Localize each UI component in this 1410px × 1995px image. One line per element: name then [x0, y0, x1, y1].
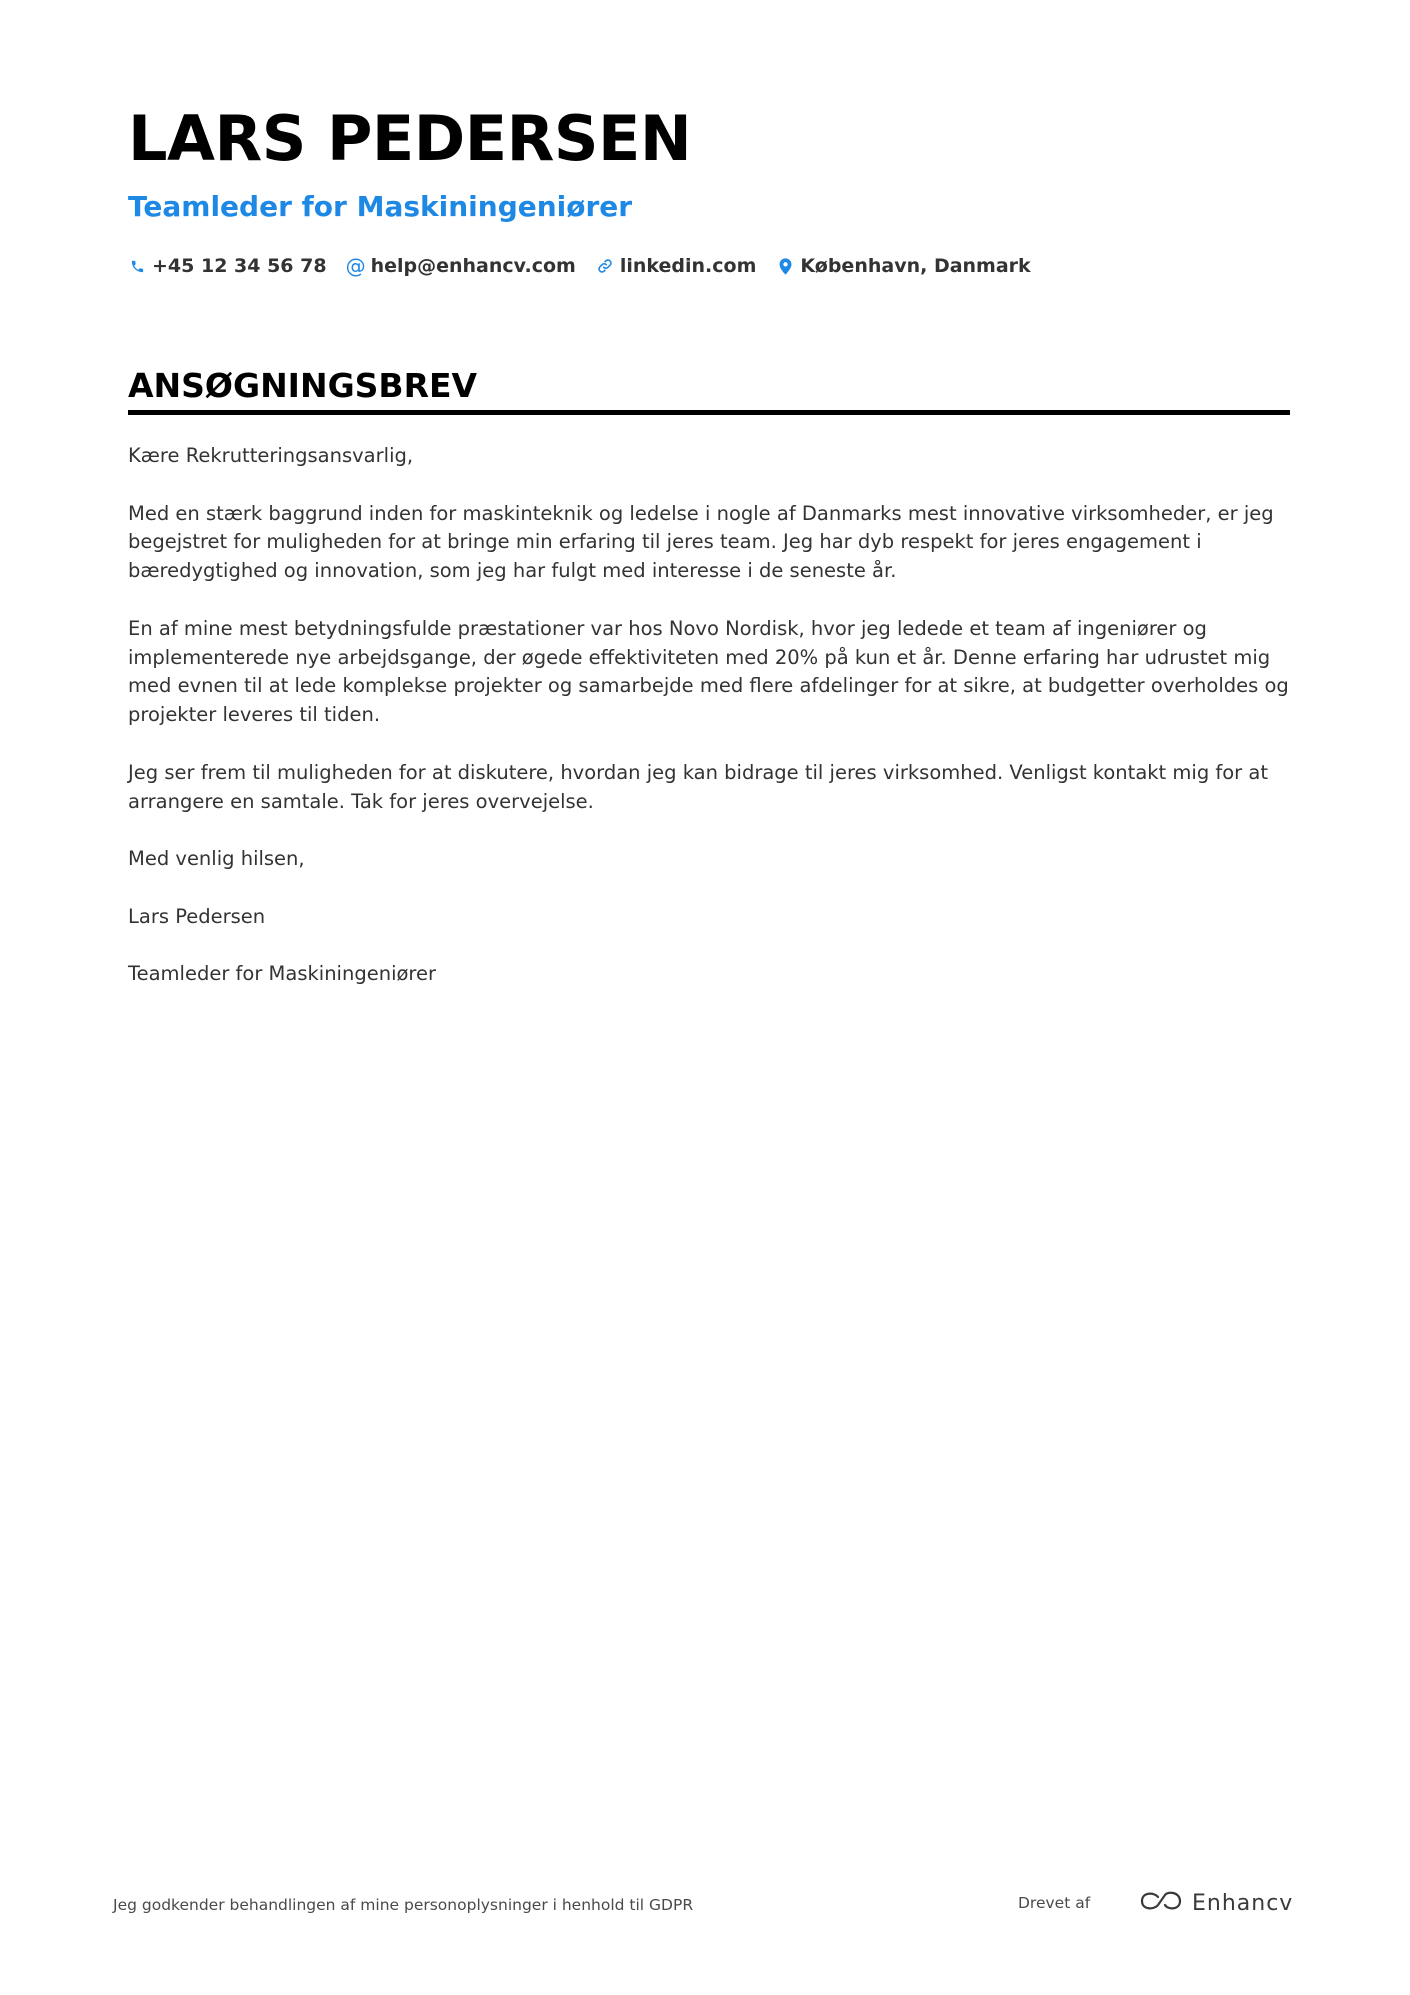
signature-name: Lars Pedersen — [128, 904, 266, 928]
enhancv-logo-icon — [1138, 1889, 1184, 1918]
contact-location-text: København, Danmark — [800, 255, 1031, 277]
link-icon — [596, 257, 614, 275]
applicant-title: Teamleder for Maskiningeniører — [128, 190, 633, 223]
contact-linkedin-text: linkedin.com — [619, 255, 757, 277]
contact-location — [776, 255, 1030, 277]
contact-email-text: help@enhancv.com — [370, 255, 576, 277]
letter-closing: Med venlig hilsen, — [128, 847, 305, 871]
section-divider — [128, 410, 1290, 415]
phone-icon — [128, 257, 146, 275]
letter-paragraph: Med en stærk baggrund inden for maskinteknik og ledelse i nogle af Danmarks mest innovative virksomheder, er jeg begejstret for muligheden for at bringe min erfaring til jeres team. Jeg har dyb respekt for jeres engagement i bæredygtighed og innovation, som jeg har fulgt med interesse i de seneste år. — [128, 501, 1274, 583]
powered-by-label: Drevet af — [1018, 1894, 1091, 1912]
letter-paragraph: En af mine mest betydningsfulde præstationer var hos Novo Nordisk, hvor jeg ledede et team af ingeniører og implementerede nye arbejdsgange, der øgede effektiviteten med 20% på kun et år. Denne erfaring har udrustet mig med evnen til at lede komplekse projekter og samarbejde med flere afdelinger for at sikre, at budgetter overholdes og projekter leveres til tiden. — [128, 616, 1289, 727]
contact-bar — [128, 255, 1051, 277]
letter-salutation: Kære Rekrutteringsansvarlig, — [128, 444, 414, 467]
applicant-name: LARS PEDERSEN — [128, 102, 692, 175]
section-heading: ANSØGNINGSBREV — [128, 366, 478, 405]
gdpr-consent-text: Jeg godkender behandlingen af mine personoplysninger i henhold til GDPR — [113, 1896, 694, 1914]
contact-phone[interactable] — [128, 255, 327, 277]
contact-phone-text: +45 12 34 56 78 — [152, 255, 327, 277]
signature-title: Teamleder for Maskiningeniører — [128, 962, 437, 986]
contact-linkedin[interactable] — [596, 255, 757, 277]
location-pin-icon — [776, 257, 794, 275]
contact-email[interactable] — [347, 255, 576, 277]
letter-body — [128, 442, 1290, 1018]
enhancv-logo-text: Enhancv — [1192, 1891, 1294, 1916]
letter-paragraph: Jeg ser frem til muligheden for at diskutere, hvordan jeg kan bidrage til jeres virksomhed. Venligst kontakt mig for at arrangere en samtale. Tak for jeres overvejelse. — [128, 760, 1268, 813]
enhancv-logo[interactable] — [1138, 1889, 1293, 1918]
at-icon: @ — [345, 254, 366, 278]
